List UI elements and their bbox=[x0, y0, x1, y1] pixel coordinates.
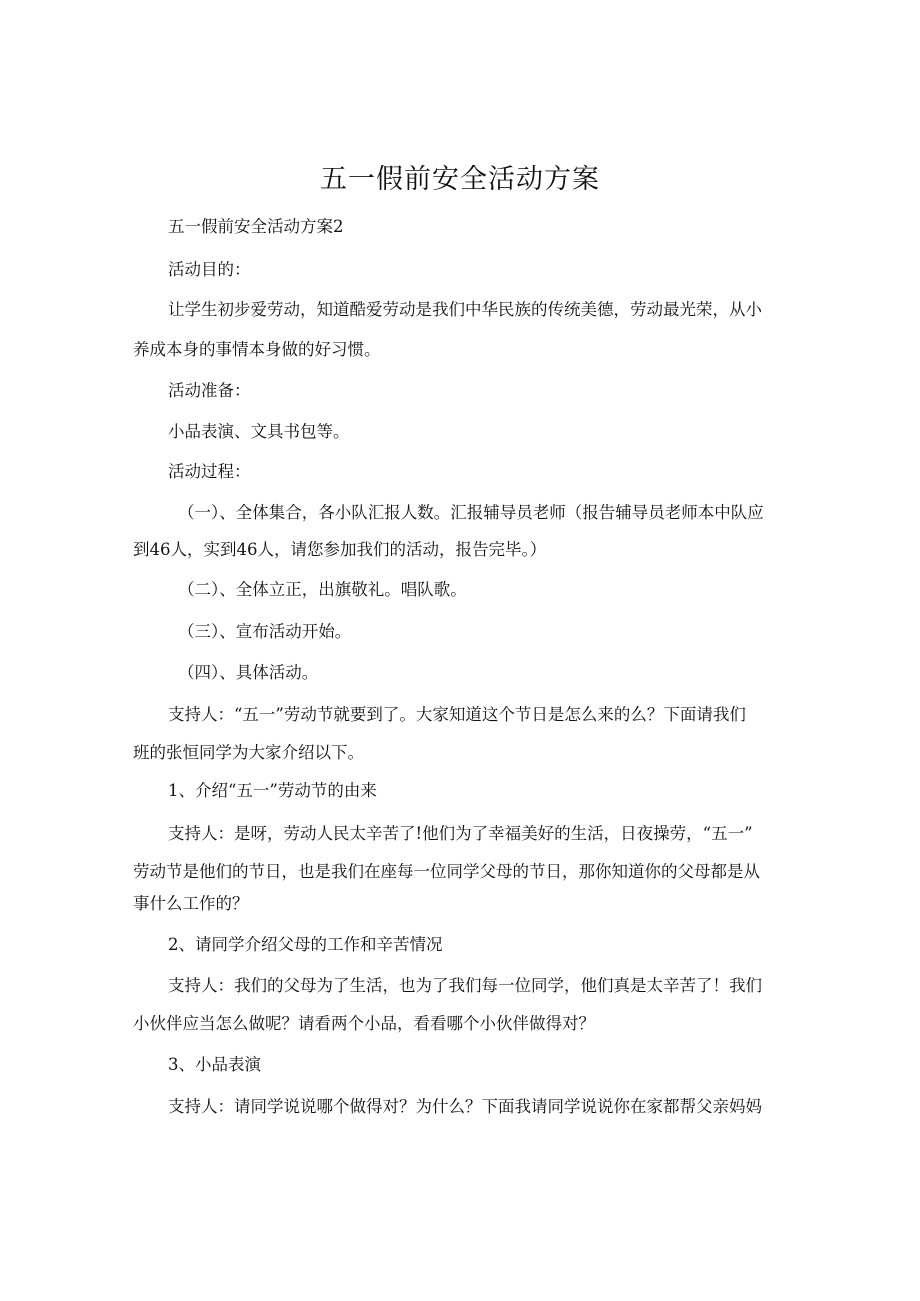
paragraph-line: （三）、宣布活动开始。 bbox=[178, 622, 352, 641]
paragraph-line: 班的张恒同学为大家介绍以下。 bbox=[133, 743, 364, 762]
numbered-item: 1、介绍“五一”劳动节的由来 bbox=[168, 781, 377, 800]
paragraph-line: 支持人：是呀，劳动人民太辛苦了!他们为了幸福美好的生活，日夜操劳，“五一” bbox=[168, 824, 753, 843]
document-title: 五一假前安全活动方案 bbox=[320, 164, 600, 195]
paragraph-line: （二）、全体立正，出旗敬礼。唱队歌。 bbox=[178, 580, 467, 599]
section-heading-purpose: 活动目的： bbox=[168, 260, 251, 279]
paragraph-line: 让学生初步爱劳动，知道酷爱劳动是我们中华民族的传统美德，劳动最光荣，从小 bbox=[168, 300, 762, 319]
paragraph-line: 支持人：“五一”劳动节就要到了。大家知道这个节日是怎么来的么？下面请我们 bbox=[168, 705, 746, 724]
paragraph-line: 支持人：我们的父母为了生活，也为了我们每一位同学，他们真是太辛苦了！我们 bbox=[168, 976, 762, 995]
numbered-item: 3、小品表演 bbox=[168, 1055, 261, 1074]
paragraph-line: 养成本身的事情本身做的好习惯。 bbox=[133, 340, 381, 359]
section-heading-process: 活动过程： bbox=[168, 462, 251, 481]
section-heading-preparation: 活动准备： bbox=[168, 381, 251, 400]
subtitle-line: 五一假前安全活动方案2 bbox=[168, 217, 344, 236]
paragraph-line: 劳动节是他们的节日，也是我们在座每一位同学父母的节日，那你知道你的父母都是从 bbox=[133, 862, 760, 881]
numbered-item: 2、请同学介绍父母的工作和辛苦情况 bbox=[168, 935, 443, 954]
paragraph-line: （一）、全体集合，各小队汇报人数。汇报辅导员老师（报告辅导员老师本中队应 bbox=[178, 503, 764, 522]
paragraph-line: 事什么工作的？ bbox=[133, 894, 249, 913]
paragraph-line: 小品表演、文具书包等。 bbox=[168, 422, 350, 441]
paragraph-line: 到46人，实到46人，请您参加我们的活动，报告完毕。） bbox=[133, 540, 547, 559]
paragraph-line: （四）、具体活动。 bbox=[178, 663, 319, 682]
paragraph-line: 小伙伴应当怎么做呢？请看两个小品，看看哪个小伙伴做得对？ bbox=[133, 1014, 595, 1033]
paragraph-line: 支持人：请同学说说哪个做得对？为什么？下面我请同学说说你在家都帮父亲妈妈 bbox=[168, 1097, 762, 1116]
